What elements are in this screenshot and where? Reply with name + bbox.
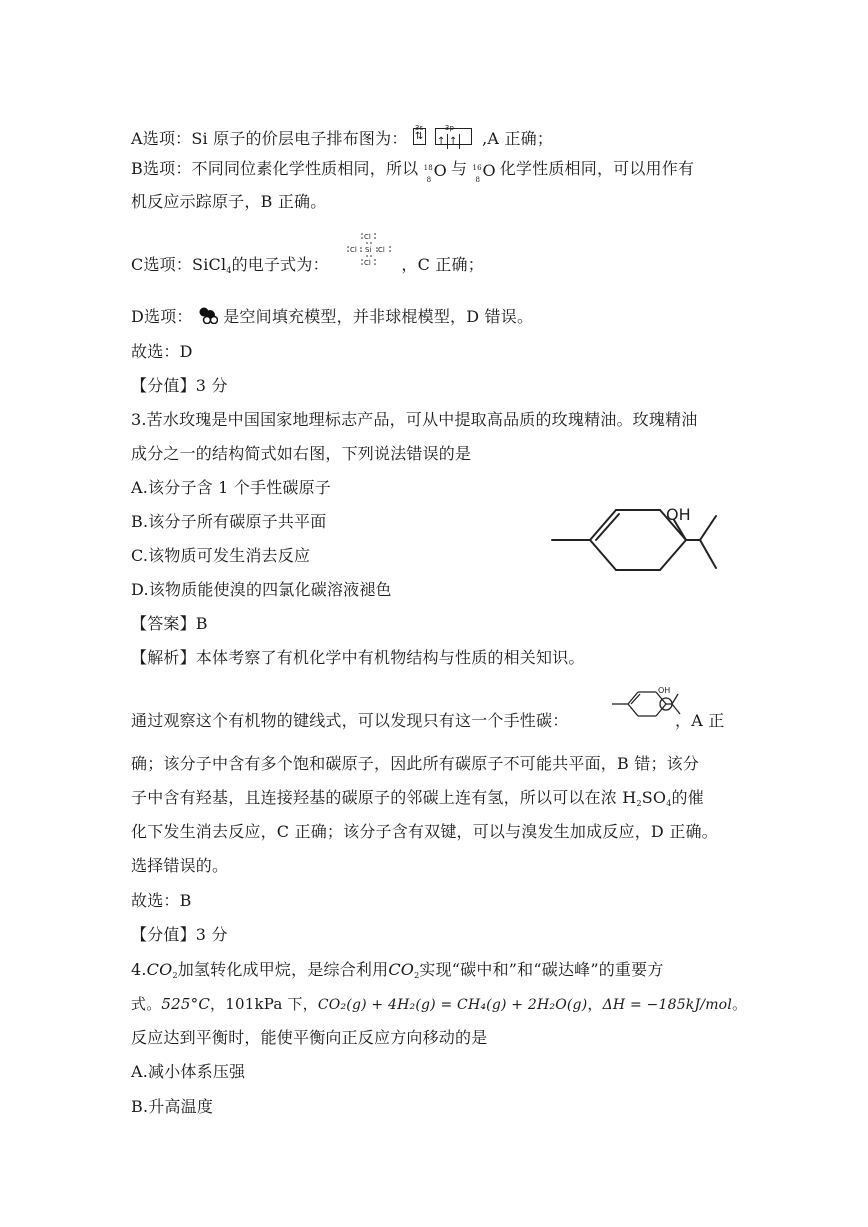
analysis-line-2: 确；该分子中含有多个饱和碳原子，因此所有碳原子不可能共平面，B 错；该分 — [131, 754, 700, 773]
orbital-diagram — [413, 120, 477, 148]
question-3-text: 3.苦水玫瑰是中国国家地理标志产品，可从中提取高品质的玫瑰精油。玫瑰精油 — [131, 410, 698, 429]
question-4-text-2: 实现“碳中和”和“碳达峰”的重要方 — [419, 960, 664, 979]
isotope-mass: 16 — [472, 163, 482, 172]
option-d-text: D选项： — [131, 307, 193, 326]
analysis-text: 子中含有羟基，且连接羟基的碳原子的邻碳上连有氢，所以可以在浓 H — [131, 788, 637, 807]
option-b-text: B选项：不同同位素化学性质相同，所以 — [131, 159, 419, 178]
analysis-text: SO — [641, 788, 667, 807]
analysis-text: 的催 — [671, 788, 704, 807]
subscript: 2 — [636, 799, 642, 808]
answer-choice: 故选：D — [131, 342, 193, 361]
oh-label: OH — [666, 505, 691, 524]
math-equation: CO₂(g) + 4H₂(g) = CH₄(g) + 2H₂O(g) — [317, 997, 588, 1013]
isotope-o16 — [472, 160, 496, 184]
question-4-text: 。 — [732, 995, 748, 1013]
analysis-heading: 【解析】本体考察了有机化学中有机物结构与性质的相关知识。 — [131, 648, 585, 667]
score-line-2: 【分值】3 分 — [131, 925, 228, 944]
option-c-text-2: 的电子式为： — [231, 255, 329, 274]
isotope-element: O — [482, 160, 496, 180]
option-b-line — [131, 159, 695, 184]
subscript: 2 — [172, 971, 178, 980]
sicl4-electron-formula — [340, 230, 404, 270]
math-co2: CO — [388, 960, 415, 979]
orbital-3s-cell: ⇅ — [415, 131, 424, 142]
cl-label: Cl — [350, 246, 357, 254]
isotope-number: 8 — [426, 175, 432, 184]
option-a-result: ,A 正确； — [482, 129, 554, 148]
orbital-3p-cell: ↑ — [436, 134, 448, 149]
space-filling-model-icon — [198, 306, 218, 324]
option-c-line — [131, 255, 484, 281]
orbital-3s-box — [413, 128, 426, 145]
question-4-text: ， — [587, 995, 603, 1013]
answer-line: 【答案】B — [131, 614, 208, 633]
option-c-result: ，C 正确； — [401, 255, 484, 274]
subscript: 4 — [226, 266, 232, 275]
question-4-text: 式。 — [131, 995, 162, 1013]
option-b-and: 与 — [450, 159, 468, 178]
math-co2: CO — [146, 960, 173, 979]
question-4-line-3: 反应达到平衡时，能使平衡向正反应方向移动的是 — [131, 1028, 488, 1047]
subscript: 4 — [666, 799, 672, 808]
isotope-o18 — [423, 160, 447, 184]
si-label: Si — [365, 246, 372, 254]
analysis-text: 通过观察这个有机物的键线式，可以发现只有这一个手性碳： — [131, 711, 569, 730]
option-b-continuation: 机反应示踪原子，B 正确。 — [131, 192, 327, 211]
question-4-line-1 — [131, 960, 664, 986]
analysis-line-3 — [131, 788, 704, 814]
score-line: 【分值】3 分 — [131, 376, 228, 395]
orbital-3s-label: 3s — [414, 124, 424, 132]
question-3-option-d: D.该物质能使溴的四氯化碳溶液褪色 — [131, 580, 392, 599]
cl-label: Cl — [378, 246, 385, 254]
analysis-line-4: 化下发生消去反应，C 正确；该分子含有双键，可以与溴发生加成反应，D 正确。 — [131, 822, 718, 841]
cl-label: Cl — [364, 233, 371, 241]
option-c-text: C选项：SiCl — [131, 255, 227, 274]
math-temperature: 525°C — [161, 995, 211, 1013]
question-3-text-2: 成分之一的结构简式如右图，下列说法错误的是 — [131, 444, 472, 463]
isotope-mass: 18 — [423, 163, 433, 172]
small-structure-diagram — [608, 680, 698, 724]
question-4-text: 加氢转化成甲烷，是综合利用 — [177, 960, 389, 979]
analysis-line-5: 选择错误的。 — [131, 856, 229, 875]
cl-label: Cl — [364, 259, 371, 267]
question-3-option-b: B.该分子所有碳原子共平面 — [131, 512, 327, 531]
subscript: 2 — [414, 971, 420, 980]
question-3-option-c: C.该物质可发生消去反应 — [131, 546, 311, 565]
option-b-text-2: 化学性质相同，可以用作有 — [499, 159, 695, 178]
question-number: 4. — [131, 960, 147, 979]
question-4-line-2 — [131, 994, 747, 1015]
option-a-text: A选项：Si 原子的价层电子排布图为： — [131, 129, 408, 148]
question-4-text: ，101kPa 下， — [210, 995, 318, 1013]
question-3-option-a: A.该分子含 1 个手性碳原子 — [131, 478, 331, 497]
question-4-option-b: B.升高温度 — [131, 1097, 214, 1116]
option-a-line — [131, 120, 553, 149]
orbital-3p-cell: ↑ — [448, 134, 460, 149]
isotope-number: 8 — [475, 175, 481, 184]
orbital-3p-label: 3p — [444, 124, 455, 132]
option-d-text-2: 是空间填充模型，并非球棍模型，D 错误。 — [223, 307, 534, 326]
molecule-structure-diagram — [548, 498, 728, 580]
math-enthalpy: ΔH = −185kJ/mol — [602, 997, 732, 1013]
orbital-3p-box — [435, 128, 472, 145]
option-d-line — [131, 306, 533, 327]
answer-choice-2: 故选：B — [131, 891, 192, 910]
orbital-3p-cell — [460, 129, 471, 144]
oh-label-small: OH — [658, 686, 671, 695]
analysis-text-2: ，A 正 — [675, 711, 725, 730]
isotope-element: O — [433, 160, 447, 180]
question-4-option-a: A.减小体系压强 — [131, 1062, 246, 1081]
